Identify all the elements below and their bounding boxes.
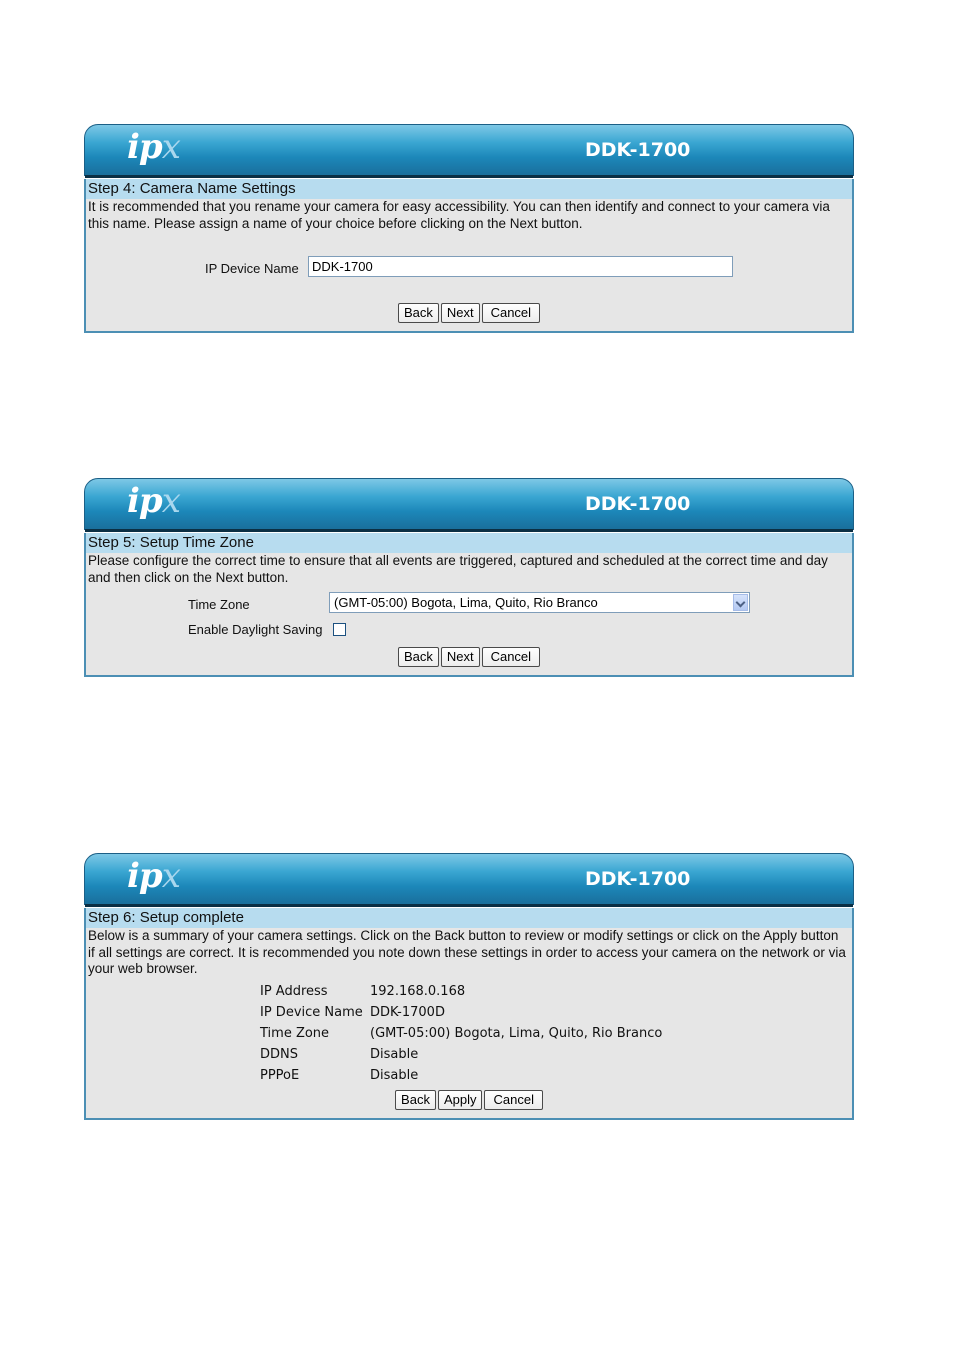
header-banner <box>84 478 854 530</box>
step5-body <box>84 533 854 677</box>
summary-label-ip-address: IP Address <box>260 984 328 999</box>
step-title: Step 5: Setup Time Zone <box>86 533 852 553</box>
step4-panel <box>84 124 854 333</box>
button-row <box>86 1090 852 1110</box>
device-name-input[interactable]: DDK-1700 <box>308 256 733 277</box>
time-zone-label: Time Zone <box>188 597 250 612</box>
model-name: DDK-1700 <box>585 493 691 515</box>
cancel-button[interactable]: Cancel <box>484 1090 542 1110</box>
step6-body <box>84 908 854 1120</box>
button-row <box>86 647 852 667</box>
step6-panel <box>84 853 854 1120</box>
model-name: DDK-1700 <box>585 139 691 161</box>
daylight-saving-label: Enable Daylight Saving <box>188 622 323 637</box>
step4-body <box>84 179 854 333</box>
step-title: Step 4: Camera Name Settings <box>86 179 852 199</box>
chevron-down-icon[interactable] <box>733 594 748 611</box>
header-banner <box>84 853 854 905</box>
model-name: DDK-1700 <box>585 868 691 890</box>
summary-label-ddns: DDNS <box>260 1047 298 1062</box>
back-button[interactable]: Back <box>398 647 439 667</box>
cancel-button[interactable]: Cancel <box>482 303 540 323</box>
cancel-button[interactable]: Cancel <box>482 647 540 667</box>
summary-value-device-name: DDK-1700D <box>370 1005 445 1020</box>
step-description: It is recommended that you rename your camera for easy accessibility. You can then identify and connect to your camera via this name. Please assign a name of your choice before clicking on the Next button. <box>88 199 830 231</box>
summary-value-ip-address: 192.168.0.168 <box>370 984 466 999</box>
summary-label-device-name: IP Device Name <box>260 1005 363 1020</box>
ipx-logo: ipx <box>127 127 180 167</box>
daylight-saving-checkbox[interactable] <box>333 623 346 636</box>
summary-label-time-zone: Time Zone <box>260 1026 330 1041</box>
button-row <box>86 303 852 323</box>
step-description: Below is a summary of your camera settings. Click on the Back button to review or modify settings or click on the Apply button if all settings are correct. It is recommended you note down these settings in order to access your camera on the network or via your web browser. <box>88 928 846 976</box>
step-description: Please configure the correct time to ensure that all events are triggered, captured and scheduled at the correct time and day and then click on the Next button. <box>88 553 828 585</box>
ipx-logo: ipx <box>127 856 180 896</box>
step5-panel <box>84 478 854 677</box>
back-button[interactable]: Back <box>395 1090 436 1110</box>
header-banner <box>84 124 854 176</box>
back-button[interactable]: Back <box>398 303 439 323</box>
summary-value-pppoe: Disable <box>370 1068 419 1083</box>
step-title: Step 6: Setup complete <box>86 908 852 928</box>
apply-button[interactable]: Apply <box>438 1090 483 1110</box>
summary-value-ddns: Disable <box>370 1047 419 1062</box>
next-button[interactable]: Next <box>441 647 480 667</box>
summary-label-pppoe: PPPoE <box>260 1068 300 1083</box>
time-zone-select[interactable]: (GMT-05:00) Bogota, Lima, Quito, Rio Branco <box>329 592 750 613</box>
ipx-logo: ipx <box>127 481 180 521</box>
summary-value-time-zone: (GMT-05:00) Bogota, Lima, Quito, Rio Branco <box>370 1026 663 1041</box>
next-button[interactable]: Next <box>441 303 480 323</box>
device-name-label: IP Device Name <box>205 261 299 276</box>
